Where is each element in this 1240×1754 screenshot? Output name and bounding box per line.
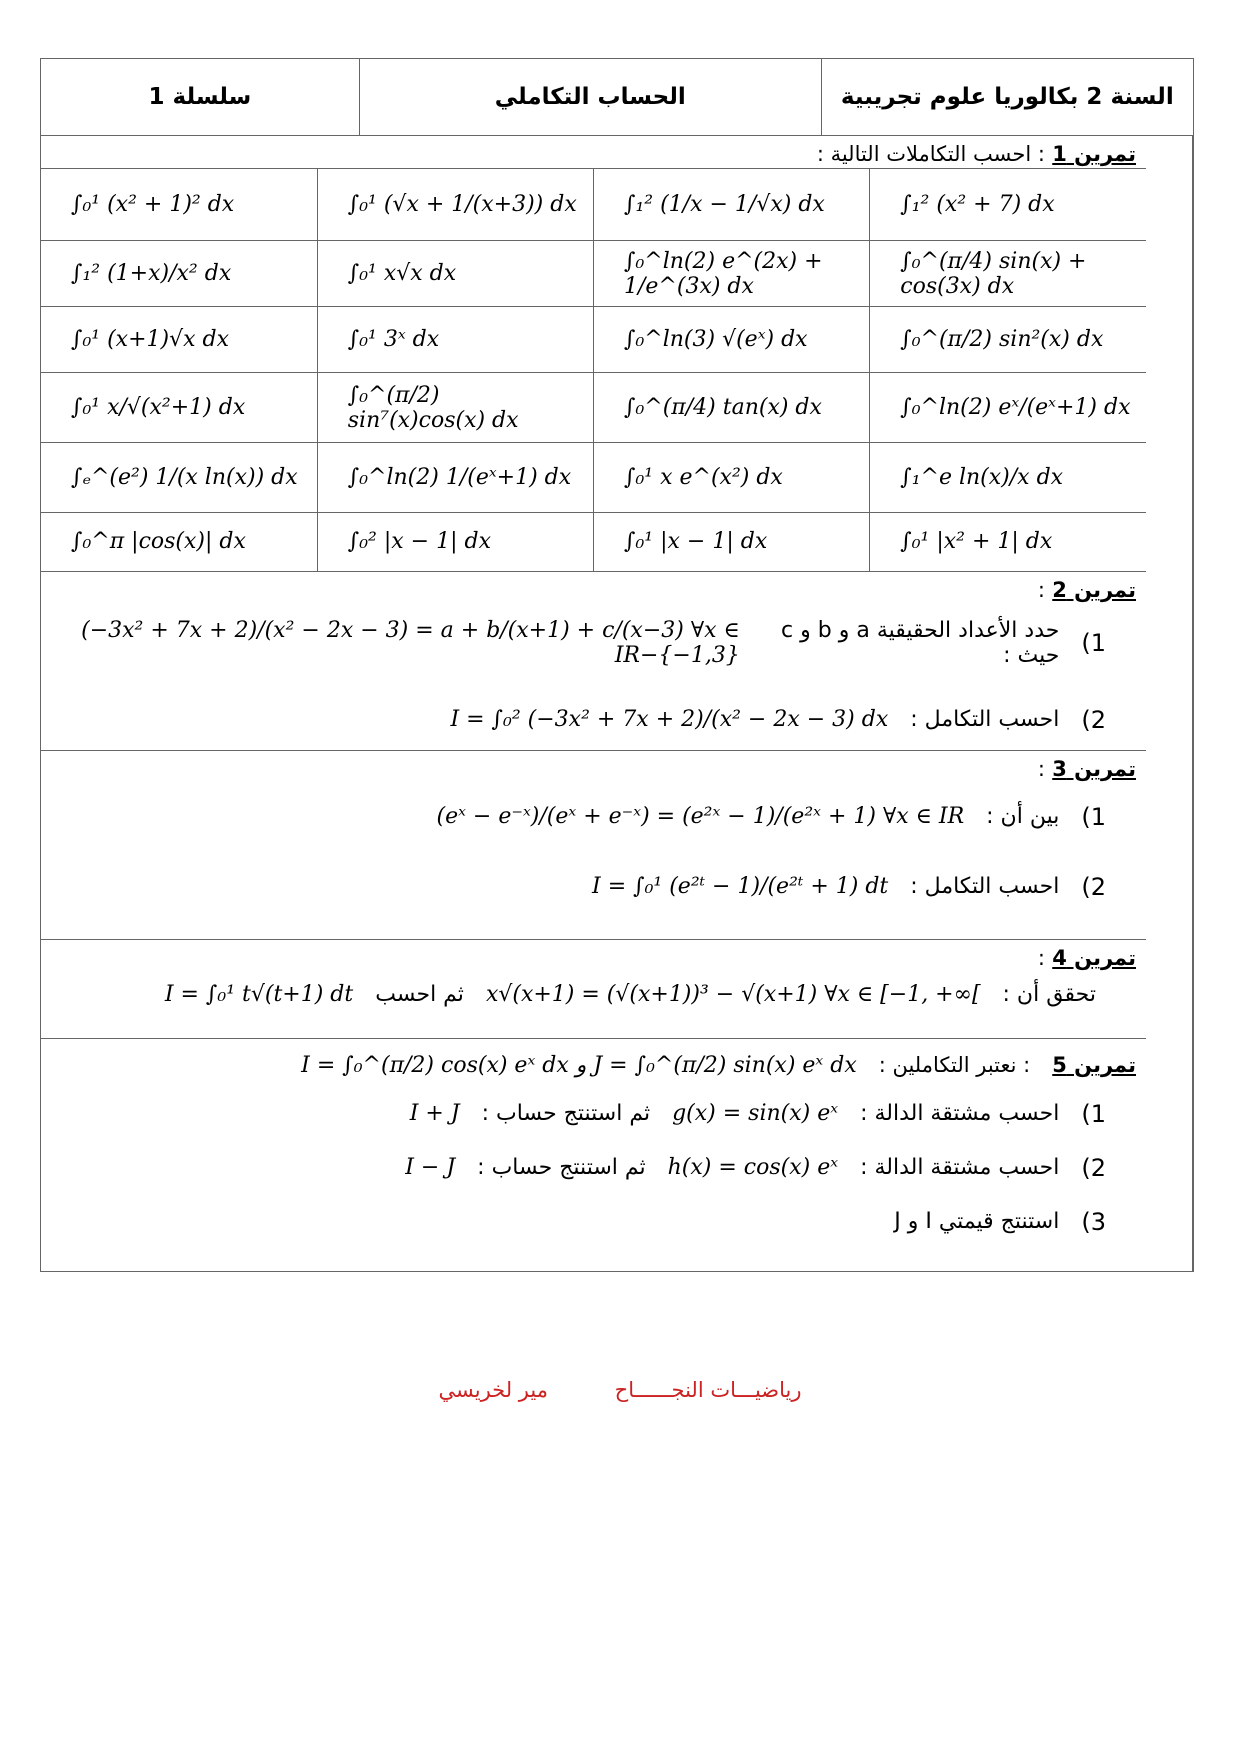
question-target: I − J: [405, 1155, 456, 1180]
exercise-2-title: [41, 572, 1146, 604]
exercise-2: [41, 572, 1146, 751]
integral-cell: ∫₀^ln(2) 1/(eˣ+1) dx: [317, 443, 593, 513]
question-number: 2): [1081, 872, 1106, 901]
question-then: ثم استنتج حساب :: [477, 1155, 646, 1180]
integral-cell: ∫₀¹ (x+1)√x dx: [41, 307, 317, 373]
statement-text: تحقق أن :: [1002, 981, 1096, 1007]
exercise-3-label: تمرين 3: [1052, 756, 1136, 781]
question-text: احسب التكامل :: [910, 874, 1060, 899]
question-text: استنتج قيمتي I و J: [894, 1209, 1060, 1234]
question-number: 1): [1081, 628, 1106, 657]
integral-cell: ∫₀^ln(2) eˣ/(eˣ+1) dx: [870, 373, 1146, 443]
exercise-3-question-1: [41, 783, 1146, 831]
exercise-5-question-1: [41, 1078, 1146, 1128]
integral-cell: ∫₀^(π/2) sin⁷(x)cos(x) dx: [317, 373, 593, 443]
statement-then: ثم احسب: [375, 981, 464, 1007]
exercise-1: [41, 136, 1146, 572]
question-text: حدد الأعداد الحقيقية a و b و c حيث :: [781, 617, 1060, 668]
exercise-1-title: [41, 136, 1146, 168]
question-math: (−3x² + 7x + 2)/(x² − 2x − 3) = a + b/(x+1) + c/(x−3) ∀x ∈ IR−{−1,3}: [81, 617, 740, 668]
integral-cell: ∫₁^e ln(x)/x dx: [870, 443, 1146, 513]
exercise-5-question-3: [41, 1182, 1146, 1236]
question-text: احسب مشتقة الدالة :: [860, 1155, 1060, 1180]
integral-cell: ∫₀¹ |x − 1| dx: [594, 513, 870, 571]
header-table: [40, 58, 1194, 136]
question-text: بين أن :: [986, 804, 1060, 829]
footer: [0, 1378, 1240, 1402]
integral-cell: ∫₀¹ (√x + 1/(x+3)) dx: [317, 169, 593, 241]
integral-cell: ∫₀^π |cos(x)| dx: [41, 513, 317, 571]
exercise-2-question-1: [41, 604, 1146, 668]
exercise-5-label: تمرين 5: [1052, 1053, 1136, 1077]
integral-cell: ∫₀¹ 3ˣ dx: [317, 307, 593, 373]
question-math: h(x) = cos(x) eˣ: [667, 1155, 839, 1180]
question-target: I + J: [409, 1101, 460, 1126]
integral-cell: ∫₀^(π/4) sin(x) + cos(3x) dx: [870, 241, 1146, 307]
exercise-2-question-2: [41, 668, 1146, 734]
question-number: 2): [1081, 1153, 1106, 1182]
level-label: السنة 2 بكالوريا علوم تجريبية: [821, 59, 1193, 136]
question-number: 3): [1081, 1207, 1106, 1236]
question-number: 2): [1081, 705, 1106, 734]
integral-cell: ∫₀² |x − 1| dx: [317, 513, 593, 571]
question-then: ثم استنتج حساب :: [481, 1101, 651, 1126]
integral-cell: ∫₁² (1/x − 1/√x) dx: [594, 169, 870, 241]
integral-cell: ∫₀¹ |x² + 1| dx: [870, 513, 1146, 571]
exercise-2-colon: :: [1037, 577, 1045, 602]
footer-author: مير لخريسي: [438, 1378, 548, 1402]
question-number: 1): [1081, 802, 1106, 831]
exercise-4-label: تمرين 4: [1052, 945, 1136, 970]
integral-cell: ∫₀^ln(3) √(eˣ) dx: [594, 307, 870, 373]
series-label: سلسلة 1: [41, 59, 360, 136]
exercises-body: [40, 136, 1194, 1272]
exercise-3-colon: :: [1037, 756, 1045, 781]
question-text: احسب التكامل :: [910, 707, 1060, 732]
statement-math: x√(x+1) = (√(x+1))³ − √(x+1) ∀x ∈ [−1, +∞[: [485, 981, 981, 1007]
question-math: (eˣ − e⁻ˣ)/(eˣ + e⁻ˣ) = (e²ˣ − 1)/(e²ˣ + 1) ∀x ∈ IR: [436, 804, 965, 829]
question-math: g(x) = sin(x) eˣ: [672, 1101, 839, 1126]
integrals-grid: [41, 168, 1146, 571]
exercise-4-colon: :: [1037, 945, 1045, 970]
question-text: احسب مشتقة الدالة :: [860, 1101, 1060, 1126]
exercise-5-text: : نعتبر التكاملين :: [878, 1053, 1031, 1077]
integral-cell: ∫₀^(π/4) tan(x) dx: [594, 373, 870, 443]
exercise-3-question-2: [41, 831, 1146, 901]
right-margin-column: [1146, 136, 1193, 1271]
statement-integral: I = ∫₀¹ t√(t+1) dt: [164, 981, 354, 1007]
exercise-4-title: [41, 940, 1146, 972]
exercise-5-title: [41, 1039, 1146, 1078]
integral-cell: ∫₀^ln(2) e^(2x) + 1/e^(3x) dx: [594, 241, 870, 307]
integral-cell: ∫₁² (x² + 7) dx: [870, 169, 1146, 241]
question-math: I = ∫₀² (−3x² + 7x + 2)/(x² − 2x − 3) dx: [450, 707, 889, 732]
exercise-1-label: تمرين 1: [1052, 142, 1136, 166]
exercise-1-instruction: : احسب التكاملات التالية :: [816, 142, 1045, 166]
footer-brand: رياضيـــات النجــــــاح: [614, 1378, 802, 1402]
integral-cell: ∫₀¹ (x² + 1)² dx: [41, 169, 317, 241]
worksheet: [40, 58, 1194, 1272]
topic-title: الحساب التكاملي: [359, 59, 821, 136]
exercise-3-title: [41, 751, 1146, 783]
integral-cell: ∫₀¹ x√x dx: [317, 241, 593, 307]
integral-cell: ∫₀¹ x e^(x²) dx: [594, 443, 870, 513]
exercise-4-statement: [41, 972, 1146, 1007]
question-number: 1): [1081, 1099, 1106, 1128]
exercise-4: [41, 940, 1146, 1039]
exercise-5-math: I = ∫₀^(π/2) cos(x) eˣ dx و J = ∫₀^(π/2) sin(x) eˣ dx: [301, 1052, 857, 1078]
exercise-3: [41, 751, 1146, 940]
integral-cell: ∫₁² (1+x)/x² dx: [41, 241, 317, 307]
exercise-5-question-2: [41, 1128, 1146, 1182]
question-math: I = ∫₀¹ (e²ᵗ − 1)/(e²ᵗ + 1) dt: [592, 874, 889, 899]
integral-cell: ∫ₑ^(e²) 1/(x ln(x)) dx: [41, 443, 317, 513]
exercise-5: [41, 1039, 1146, 1271]
integral-cell: ∫₀^(π/2) sin²(x) dx: [870, 307, 1146, 373]
integral-cell: ∫₀¹ x/√(x²+1) dx: [41, 373, 317, 443]
exercise-2-label: تمرين 2: [1052, 577, 1136, 602]
exercises-content: [41, 136, 1146, 1271]
